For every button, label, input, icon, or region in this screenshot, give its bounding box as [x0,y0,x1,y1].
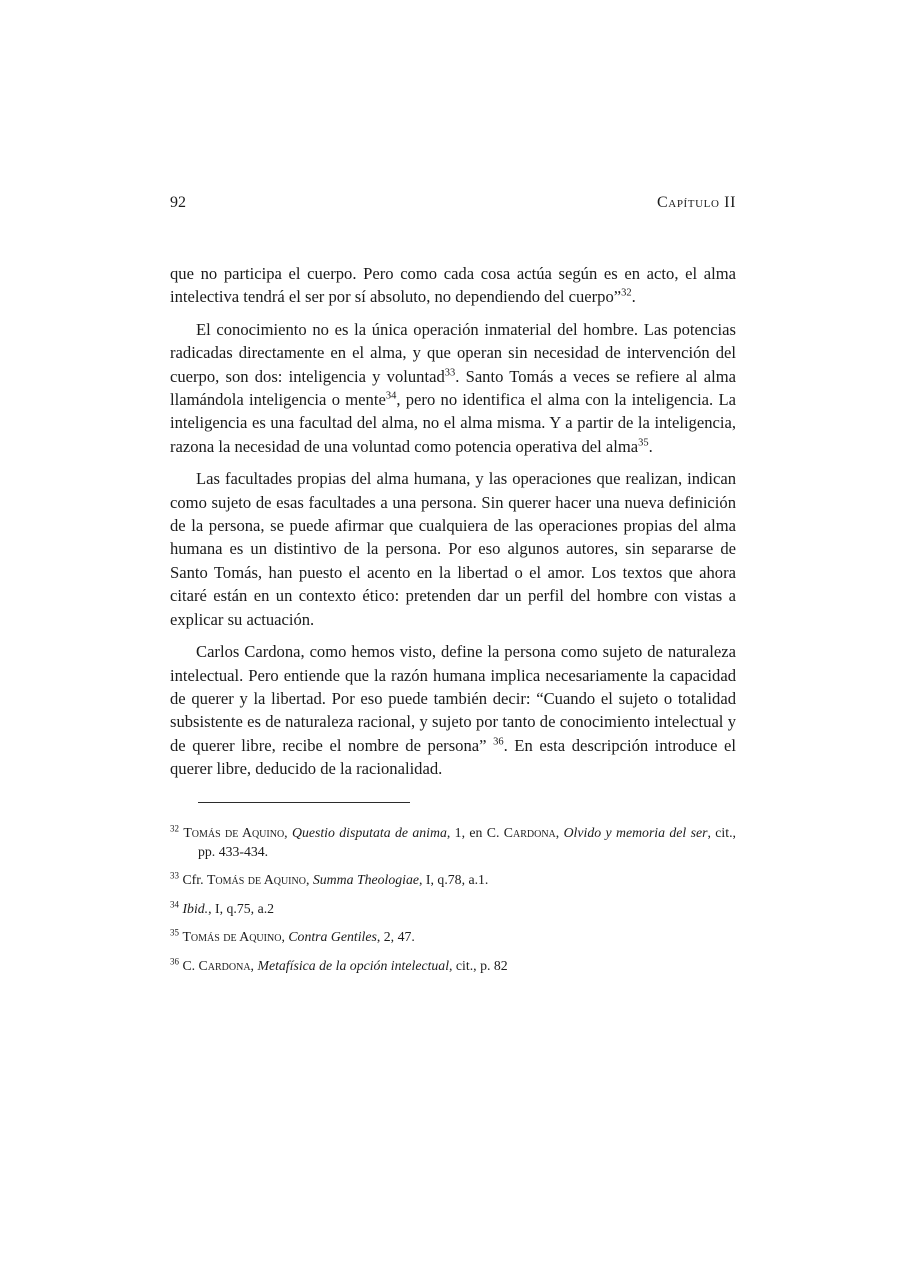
text-segment: Tomás de Aquino [182,929,282,945]
text-segment: Tomás de Aquino [183,824,285,840]
page-content [170,194,736,984]
text-segment: , 1, en [446,824,487,840]
text-segment: Ibid. [182,900,209,916]
footnote-ref: 34 [385,390,397,402]
footnote-ref: 36 [493,736,504,748]
running-header [170,194,736,212]
text-segment: , 2, 47. [376,929,415,945]
text-segment: Carlos Cardona, como hemos visto, define la persona como sujeto de naturaleza intelectual. Pero entiende que la razón humana implica necesariamente la capacidad de querer y la libertad. Por eso puede también decir: “Cuando el sujeto o totalidad subsistente es de naturaleza racional, y sujeto por tanto de conocimiento intelectual y de querer libre, recibe el nombre de persona” [170,642,736,755]
footnote [170,899,736,918]
text-segment: , [250,957,258,973]
footnote [170,870,736,889]
chapter-title: Capítulo II [657,194,736,211]
text-segment: El conocimiento no es la única operación inmaterial del hombre. Las potencias radicadas directamente en el alma, y que operan sin necesidad de intervención del cuerpo, son dos: inteligencia y voluntad [170,319,736,386]
footnote [170,823,736,861]
text-segment: , [281,929,289,945]
text-segment: Contra Gentiles [288,929,377,945]
footnote-number: 35 [170,927,179,938]
text-segment: que no participa el cuerpo. Pero como cada cosa actúa según es en acto, el alma intelectiva tendrá el ser por sí absoluto, no dependiendo del cuerpo” [170,264,736,307]
paragraph [170,640,736,780]
text-segment: , cit., pp. 433-434. [198,824,736,859]
footnote-separator [198,802,410,803]
text-segment: , [284,824,292,840]
text-segment: , pero no identifica el alma con la inteligencia. La inteligencia es una facultad del alma, no el alma misma. Y a partir de la inteligencia, razona la necesidad de una voluntad como potencia operativa del alma [170,390,736,456]
footnote-number: 36 [170,955,179,966]
text-segment: Questio disputata de anima [291,824,447,840]
paragraph [170,467,736,631]
text-segment: . [648,436,653,456]
footnote [170,927,736,946]
text-segment: Cfr. [182,872,207,888]
text-segment: , cit., p. 82 [449,957,508,973]
footnote-ref: 35 [638,437,649,449]
text-segment: Tomás de Aquino [206,872,306,888]
text-segment: , I, q.78, a.1. [419,872,489,888]
text-segment: C. Cardona [182,957,251,973]
footnote-number: 33 [170,870,179,881]
page-number: 92 [170,194,186,211]
text-segment: Summa Theologiae [312,872,420,888]
text-segment: , I, q.75, a.2 [208,900,275,916]
text-segment: . En esta descripción introduce el querer libre, deducido de la racionalidad. [170,735,736,779]
footnote-number: 34 [170,898,179,909]
text-segment: Metafísica de la opción intelectual [257,957,450,973]
text-segment: Olvido y memoria del ser [563,824,708,840]
footnote-ref: 32 [621,287,632,299]
paragraph [170,318,736,458]
paragraph [170,262,736,309]
text-segment: , [555,824,564,840]
text-segment: . Santo Tomás a veces se refiere al alma llamándola inteligencia o mente [170,366,736,410]
text-segment: C. Cardona [486,824,556,840]
footnote-ref: 33 [444,367,456,379]
text-segment: Las facultades propias del alma humana, y las operaciones que realizan, indican como sujeto de esas facultades a una persona. Sin querer hacer una nueva definición de la persona, se puede afirmar que cualquiera de las operaciones propias del alma humana es un distintivo de la persona. Por eso algunos autores, sin separarse de Santo Tomás, han puesto el acento en la libertad o el amor. Los textos que ahora citaré están en un contexto ético: pretenden dar un perfil del hombre con vistas a explicar su actuación. [170,469,736,629]
text-segment: , [305,872,313,888]
footnote [170,956,736,975]
text-segment: . [631,287,636,307]
footnotes-list [170,823,736,975]
body-text [170,262,736,781]
footnote-number: 32 [170,822,179,833]
